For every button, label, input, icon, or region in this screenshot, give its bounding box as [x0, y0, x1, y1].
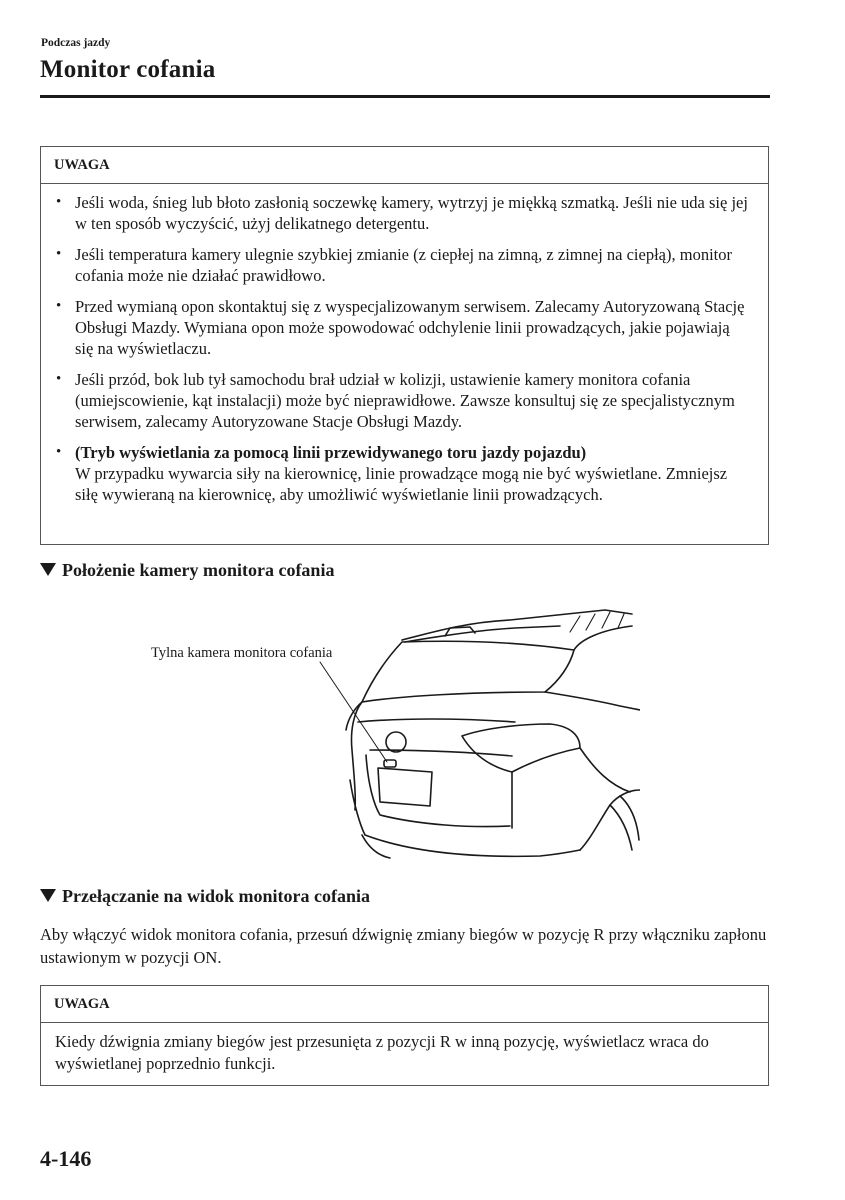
- triangle-down-icon: [40, 889, 56, 902]
- caution-item-text: Jeśli temperatura kamery ulegnie szybkiej zmianie (z ciepłej na zimną, z zimnej na ciepłą), monitor cofania może nie działać prawidłowo.: [75, 245, 732, 285]
- caution-item: [55, 442, 752, 505]
- switch-view-heading: [40, 886, 370, 907]
- rear-camera-illustration: [140, 600, 640, 870]
- caution-heading: UWAGA: [41, 147, 768, 184]
- caution-item: [55, 244, 752, 286]
- caution-item-text: Jeśli przód, bok lub tył samochodu brał udział w kolizji, ustawienie kamery monitora cofania (umiejscowienie, kąt instalacji) może być nieprawidłowe. Zawsze konsultuj się ze specjalistycznym serwisem, zalecamy Autoryzowane Stacje Obsługi Mazdy.: [75, 370, 735, 431]
- section-label: Podczas jazdy: [41, 37, 111, 49]
- page-number: 4-146: [40, 1146, 92, 1171]
- caution-list: [41, 184, 768, 505]
- camera-location-heading: [40, 560, 334, 581]
- triangle-down-icon: [40, 563, 56, 576]
- camera-location-heading-text: Położenie kamery monitora cofania: [62, 560, 335, 580]
- caution-item: [55, 192, 752, 234]
- caution-item-text: W przypadku wywarcia siły na kierownicę, linie prowadzące mogą nie być wyświetlane. Zmniejsz siłę wywieraną na kierownicę, aby umożliwić wyświetlanie linii prowadzących.: [75, 464, 728, 504]
- figure-callout-label: Tylna kamera monitora cofania: [151, 645, 333, 661]
- title-divider: [40, 95, 770, 98]
- caution-box: [40, 146, 769, 545]
- page-title: Monitor cofania: [40, 56, 216, 83]
- caution-text-2: Kiedy dźwignia zmiany biegów jest przesunięta z pozycji R w inną pozycję, wyświetlacz wraca do wyświetlanej poprzednio funkcji.: [55, 1032, 709, 1073]
- caution-item: [55, 296, 752, 359]
- caution-item: [55, 369, 752, 432]
- caution-item-text: Przed wymianą opon skontaktuj się z wyspecjalizowanym serwisem. Zalecamy Autoryzowaną Stację Obsługi Mazdy. Wymiana opon może spowodować odchylenie linii prowadzących, jakie pojawiają się na wyświetlaczu.: [75, 297, 745, 358]
- switch-view-paragraph: Aby włączyć widok monitora cofania, przesuń dźwignię zmiany biegów w pozycję R przy włączniku zapłonu ustawionym w pozycji ON.: [40, 925, 767, 967]
- caution-heading-2: UWAGA: [41, 986, 768, 1023]
- switch-view-heading-text: Przełączanie na widok monitora cofania: [62, 886, 370, 906]
- caution-item-text: Jeśli woda, śnieg lub błoto zasłonią soczewkę kamery, wytrzyj je miękką szmatką. Jeśli nie uda się jej w ten sposób wyczyścić, użyj delikatnego detergentu.: [75, 193, 748, 233]
- caution-item-title: • (Tryb wyświetlania za pomocą linii przewidywanego toru jazdy pojazdu): [75, 443, 587, 462]
- caution-box-2: [40, 985, 769, 1086]
